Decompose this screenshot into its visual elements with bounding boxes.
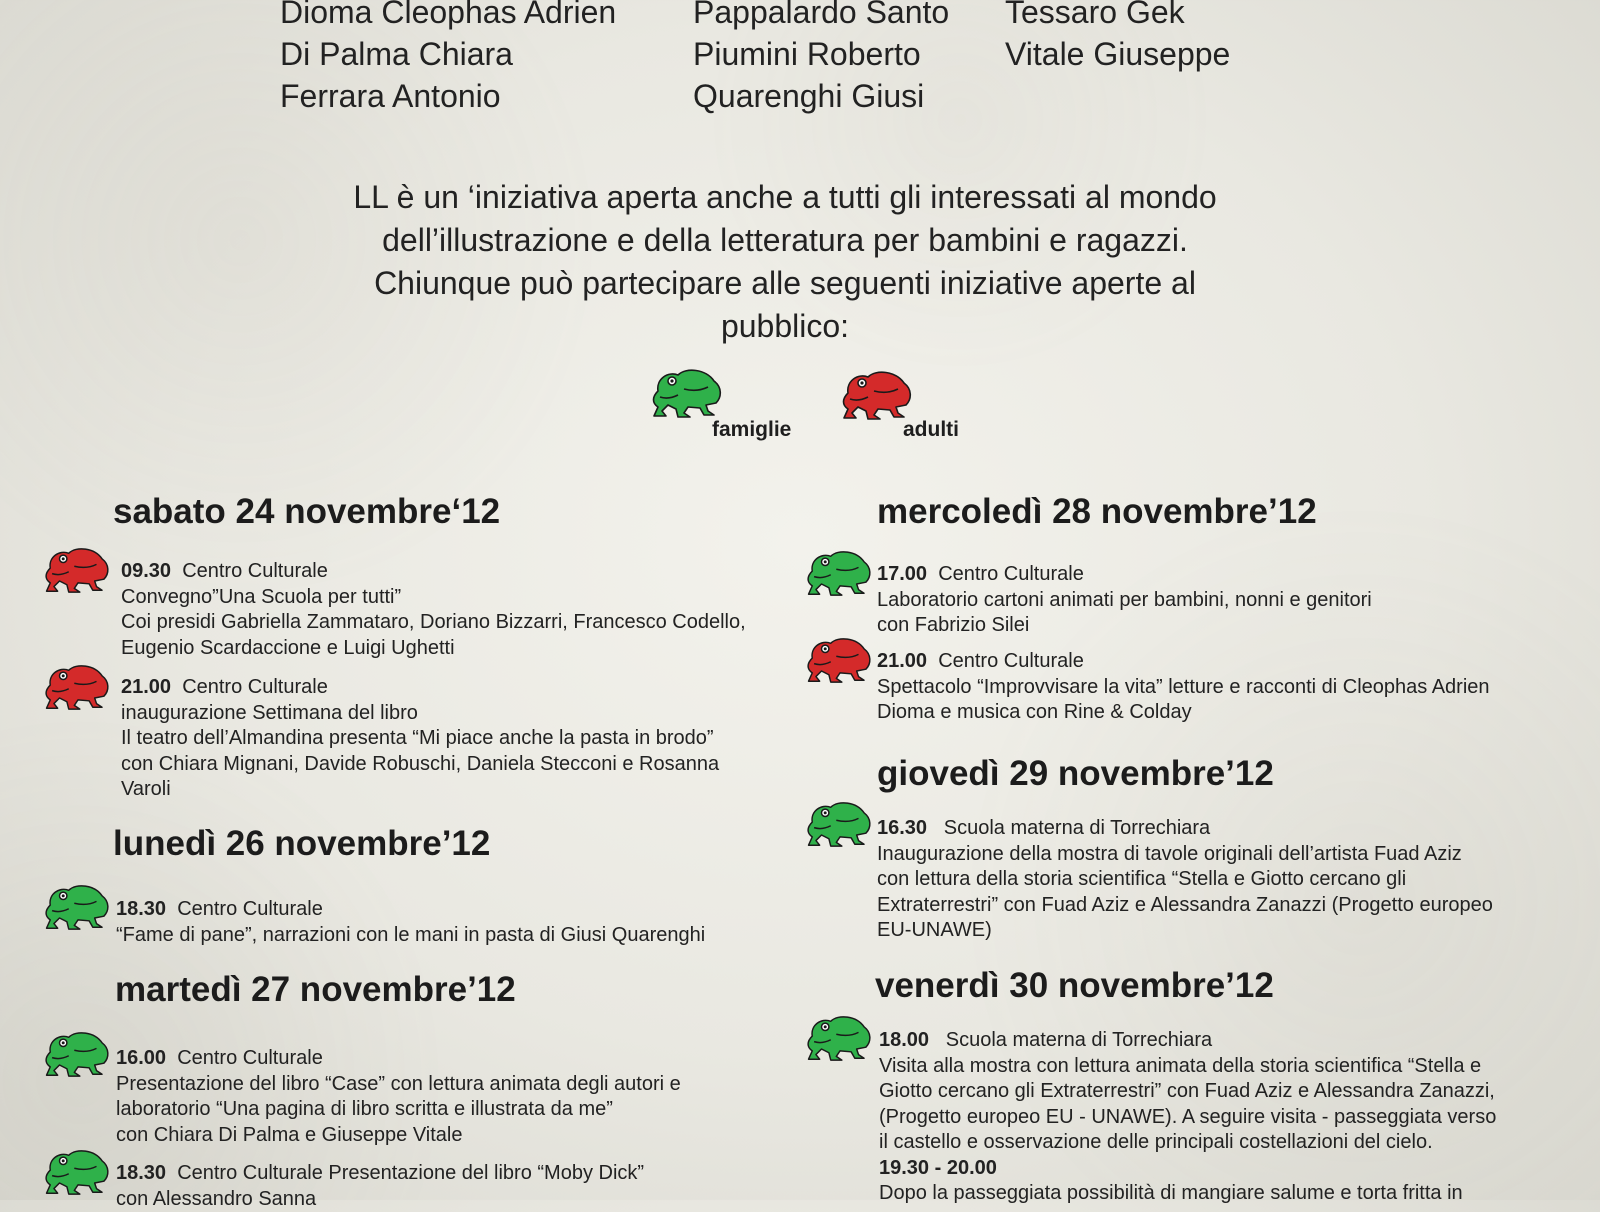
event-time: 18.30 xyxy=(116,898,166,920)
name-list-col2 xyxy=(693,0,949,117)
event-entry xyxy=(121,675,719,803)
intro-line: Chiunque può partecipare alle seguenti iniziative aperte al xyxy=(250,262,1320,305)
event-line: Presentazione del libro “Case” con lettura animata degli autori e xyxy=(116,1072,681,1098)
legend-label-famiglie: famiglie xyxy=(712,418,791,442)
day-heading: mercoledì 28 novembre’12 xyxy=(877,492,1317,532)
event-line: Centro Culturale xyxy=(177,1047,323,1069)
green-frog-icon xyxy=(648,360,728,424)
name-item: Pappalardo Santo xyxy=(693,0,949,33)
event-line: Spettacolo “Improvvisare la vita” letture e racconti di Cleophas Adrien xyxy=(877,675,1490,701)
red-frog-icon xyxy=(838,362,918,426)
name-list-col1 xyxy=(280,0,616,117)
event-time: 21.00 xyxy=(121,676,171,698)
event-time: 19.30 - 20.00 xyxy=(879,1156,1496,1182)
green-frog-icon xyxy=(803,794,877,852)
event-line: Scuola materna di Torrechiara xyxy=(944,817,1210,839)
event-line: Centro Culturale Presentazione del libro “Moby Dick” xyxy=(177,1162,644,1184)
day-heading: martedì 27 novembre’12 xyxy=(115,970,516,1010)
name-item: Di Palma Chiara xyxy=(280,33,616,75)
intro-line: pubblico: xyxy=(250,305,1320,348)
name-item: Piumini Roberto xyxy=(693,33,949,75)
intro-line: dell’illustrazione e della letteratura per bambini e ragazzi. xyxy=(250,219,1320,262)
event-time: 16.00 xyxy=(116,1047,166,1069)
event-line: il castello e osservazione delle principali costellazioni del cielo. xyxy=(879,1130,1496,1156)
event-entry xyxy=(877,816,1493,944)
event-line: con lettura della storia scientifica “Stella e Giotto cercano gli xyxy=(877,867,1493,893)
red-frog-icon xyxy=(803,630,877,688)
event-line: Centro Culturale xyxy=(177,898,323,920)
day-heading: lunedì 26 novembre’12 xyxy=(113,824,490,864)
event-line: Visita alla mostra con lettura animata della storia scientifica “Stella e xyxy=(879,1054,1496,1080)
event-line: inaugurazione Settimana del libro xyxy=(121,701,719,727)
event-line: Dopo la passeggiata possibilità di mangiare salume e torta fritta in xyxy=(879,1181,1496,1207)
event-entry xyxy=(116,897,705,948)
green-frog-icon xyxy=(803,1008,877,1066)
event-time: 21.00 xyxy=(877,650,927,672)
event-line: con Alessandro Sanna xyxy=(116,1187,644,1212)
event-time: 18.30 xyxy=(116,1162,166,1184)
event-line: Centro Culturale xyxy=(182,560,328,582)
name-item: Dioma Cleophas Adrien xyxy=(280,0,616,33)
event-line: Extraterrestri” con Fuad Aziz e Alessandra Zanazzi (Progetto europeo xyxy=(877,893,1493,919)
event-line: Laboratorio cartoni animati per bambini, nonni e genitori xyxy=(877,588,1372,614)
event-line: Eugenio Scardaccione e Luigi Ughetti xyxy=(121,636,746,662)
red-frog-icon xyxy=(41,540,115,598)
green-frog-icon xyxy=(41,1024,115,1082)
day-heading: giovedì 29 novembre’12 xyxy=(877,754,1274,794)
event-line: “Fame di pane”, narrazioni con le mani in pasta di Giusi Quarenghi xyxy=(116,923,705,949)
event-time: 18.00 xyxy=(879,1029,929,1051)
name-item: Quarenghi Giusi xyxy=(693,75,949,117)
event-line: Il teatro dell’Almandina presenta “Mi piace anche la pasta in brodo” xyxy=(121,726,719,752)
event-line: EU-UNAWE) xyxy=(877,918,1493,944)
intro-paragraph xyxy=(250,176,1320,348)
event-line: Varoli xyxy=(121,777,719,803)
event-line: Centro Culturale xyxy=(182,676,328,698)
red-frog-icon xyxy=(41,657,115,715)
event-time: 09.30 xyxy=(121,560,171,582)
event-line: Inaugurazione della mostra di tavole originali dell’artista Fuad Aziz xyxy=(877,842,1493,868)
event-line: con Chiara Mignani, Davide Robuschi, Daniela Stecconi e Rosanna xyxy=(121,752,719,778)
event-entry xyxy=(116,1161,644,1212)
name-item: Tessaro Gek xyxy=(1005,0,1230,33)
event-line: con Fabrizio Silei xyxy=(877,613,1372,639)
intro-line: LL è un ‘iniziativa aperta anche a tutti gli interessati al mondo xyxy=(250,176,1320,219)
event-line: Coi presidi Gabriella Zammataro, Doriano Bizzarri, Francesco Codello, xyxy=(121,610,746,636)
green-frog-icon xyxy=(41,877,115,935)
event-entry xyxy=(116,1046,681,1148)
green-frog-icon xyxy=(803,543,877,601)
event-line: Centro Culturale xyxy=(938,563,1084,585)
event-line: laboratorio “Una pagina di libro scritta e illustrata da me” xyxy=(116,1097,681,1123)
day-heading: sabato 24 novembre‘12 xyxy=(113,492,500,532)
event-line: Centro Culturale xyxy=(938,650,1084,672)
event-entry xyxy=(879,1028,1496,1207)
event-time: 16.30 xyxy=(877,817,927,839)
event-entry xyxy=(877,562,1372,639)
event-line: con Chiara Di Palma e Giuseppe Vitale xyxy=(116,1123,681,1149)
name-list-col3 xyxy=(1005,0,1230,75)
event-entry xyxy=(877,649,1490,726)
name-item: Ferrara Antonio xyxy=(280,75,616,117)
event-line: Convegno”Una Scuola per tutti” xyxy=(121,585,746,611)
event-entry xyxy=(121,559,746,661)
legend-label-adulti: adulti xyxy=(903,418,959,442)
event-line: Giotto cercano gli Extraterrestri” con Fuad Aziz e Alessandra Zanazzi, xyxy=(879,1079,1496,1105)
day-heading: venerdì 30 novembre’12 xyxy=(875,966,1274,1006)
event-line: Dioma e musica con Rine & Colday xyxy=(877,700,1490,726)
green-frog-icon xyxy=(41,1142,115,1200)
event-line: Scuola materna di Torrechiara xyxy=(946,1029,1212,1051)
event-time: 17.00 xyxy=(877,563,927,585)
event-line: (Progetto europeo EU - UNAWE). A seguire visita - passeggiata verso xyxy=(879,1105,1496,1131)
name-item: Vitale Giuseppe xyxy=(1005,33,1230,75)
